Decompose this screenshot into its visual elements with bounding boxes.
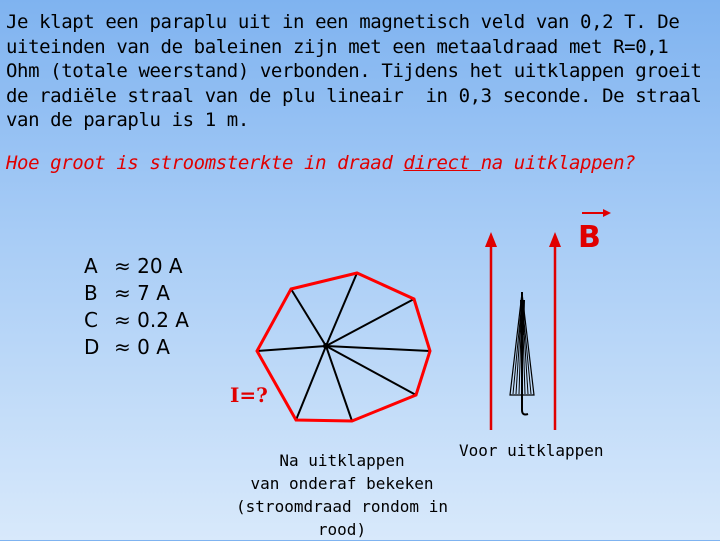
answer-letter: B (84, 281, 98, 305)
spoke (257, 346, 326, 351)
answer-letter: C (84, 308, 98, 332)
spoke (296, 346, 326, 420)
answer-letter: D (84, 335, 100, 359)
spoke (291, 289, 326, 346)
answer-value: ≈ 20 A (114, 254, 183, 278)
question-text: Je klapt een paraplu uit in een magnetisch veld van 0,2 T. De uiteinden van de baleinen zijn met een metaaldraad met R=0,1 Ohm (totale weerstand) verbonden. Tijdens het uitklappen groeit de radiële straal van de plu lineair in 0,3 seconde. De straal van de paraplu is 1 m. (6, 11, 713, 131)
caption-line: van onderaf bekeken (250, 474, 434, 493)
arrow-head (549, 232, 561, 247)
arrow-head (485, 232, 497, 247)
field-label: B (578, 220, 601, 255)
answer-value: ≈ 0 A (114, 335, 170, 359)
closed-umbrella-icon (510, 292, 534, 415)
caption-after-opening (211, 449, 473, 541)
spoke (326, 273, 357, 346)
caption-before-opening: Voor uitklappen (459, 441, 604, 460)
answer-letter: A (84, 254, 98, 278)
vector-bar-head (603, 209, 611, 217)
spoke (326, 299, 414, 346)
ask-part-1: Hoe groot is stroomsterkte in draad (6, 152, 404, 174)
umbrella-center (323, 343, 329, 349)
current-label: I=? (230, 383, 268, 407)
answer-value: ≈ 0.2 A (114, 308, 189, 332)
spoke (326, 346, 430, 351)
answer-value: ≈ 7 A (114, 281, 170, 305)
caption-line: (stroomdraad rondom in rood) (236, 497, 448, 539)
ask-underlined-word: direct (403, 152, 481, 174)
ask-part-2: na uitklappen? (480, 152, 636, 174)
caption-line: Na uitklappen (279, 451, 405, 470)
